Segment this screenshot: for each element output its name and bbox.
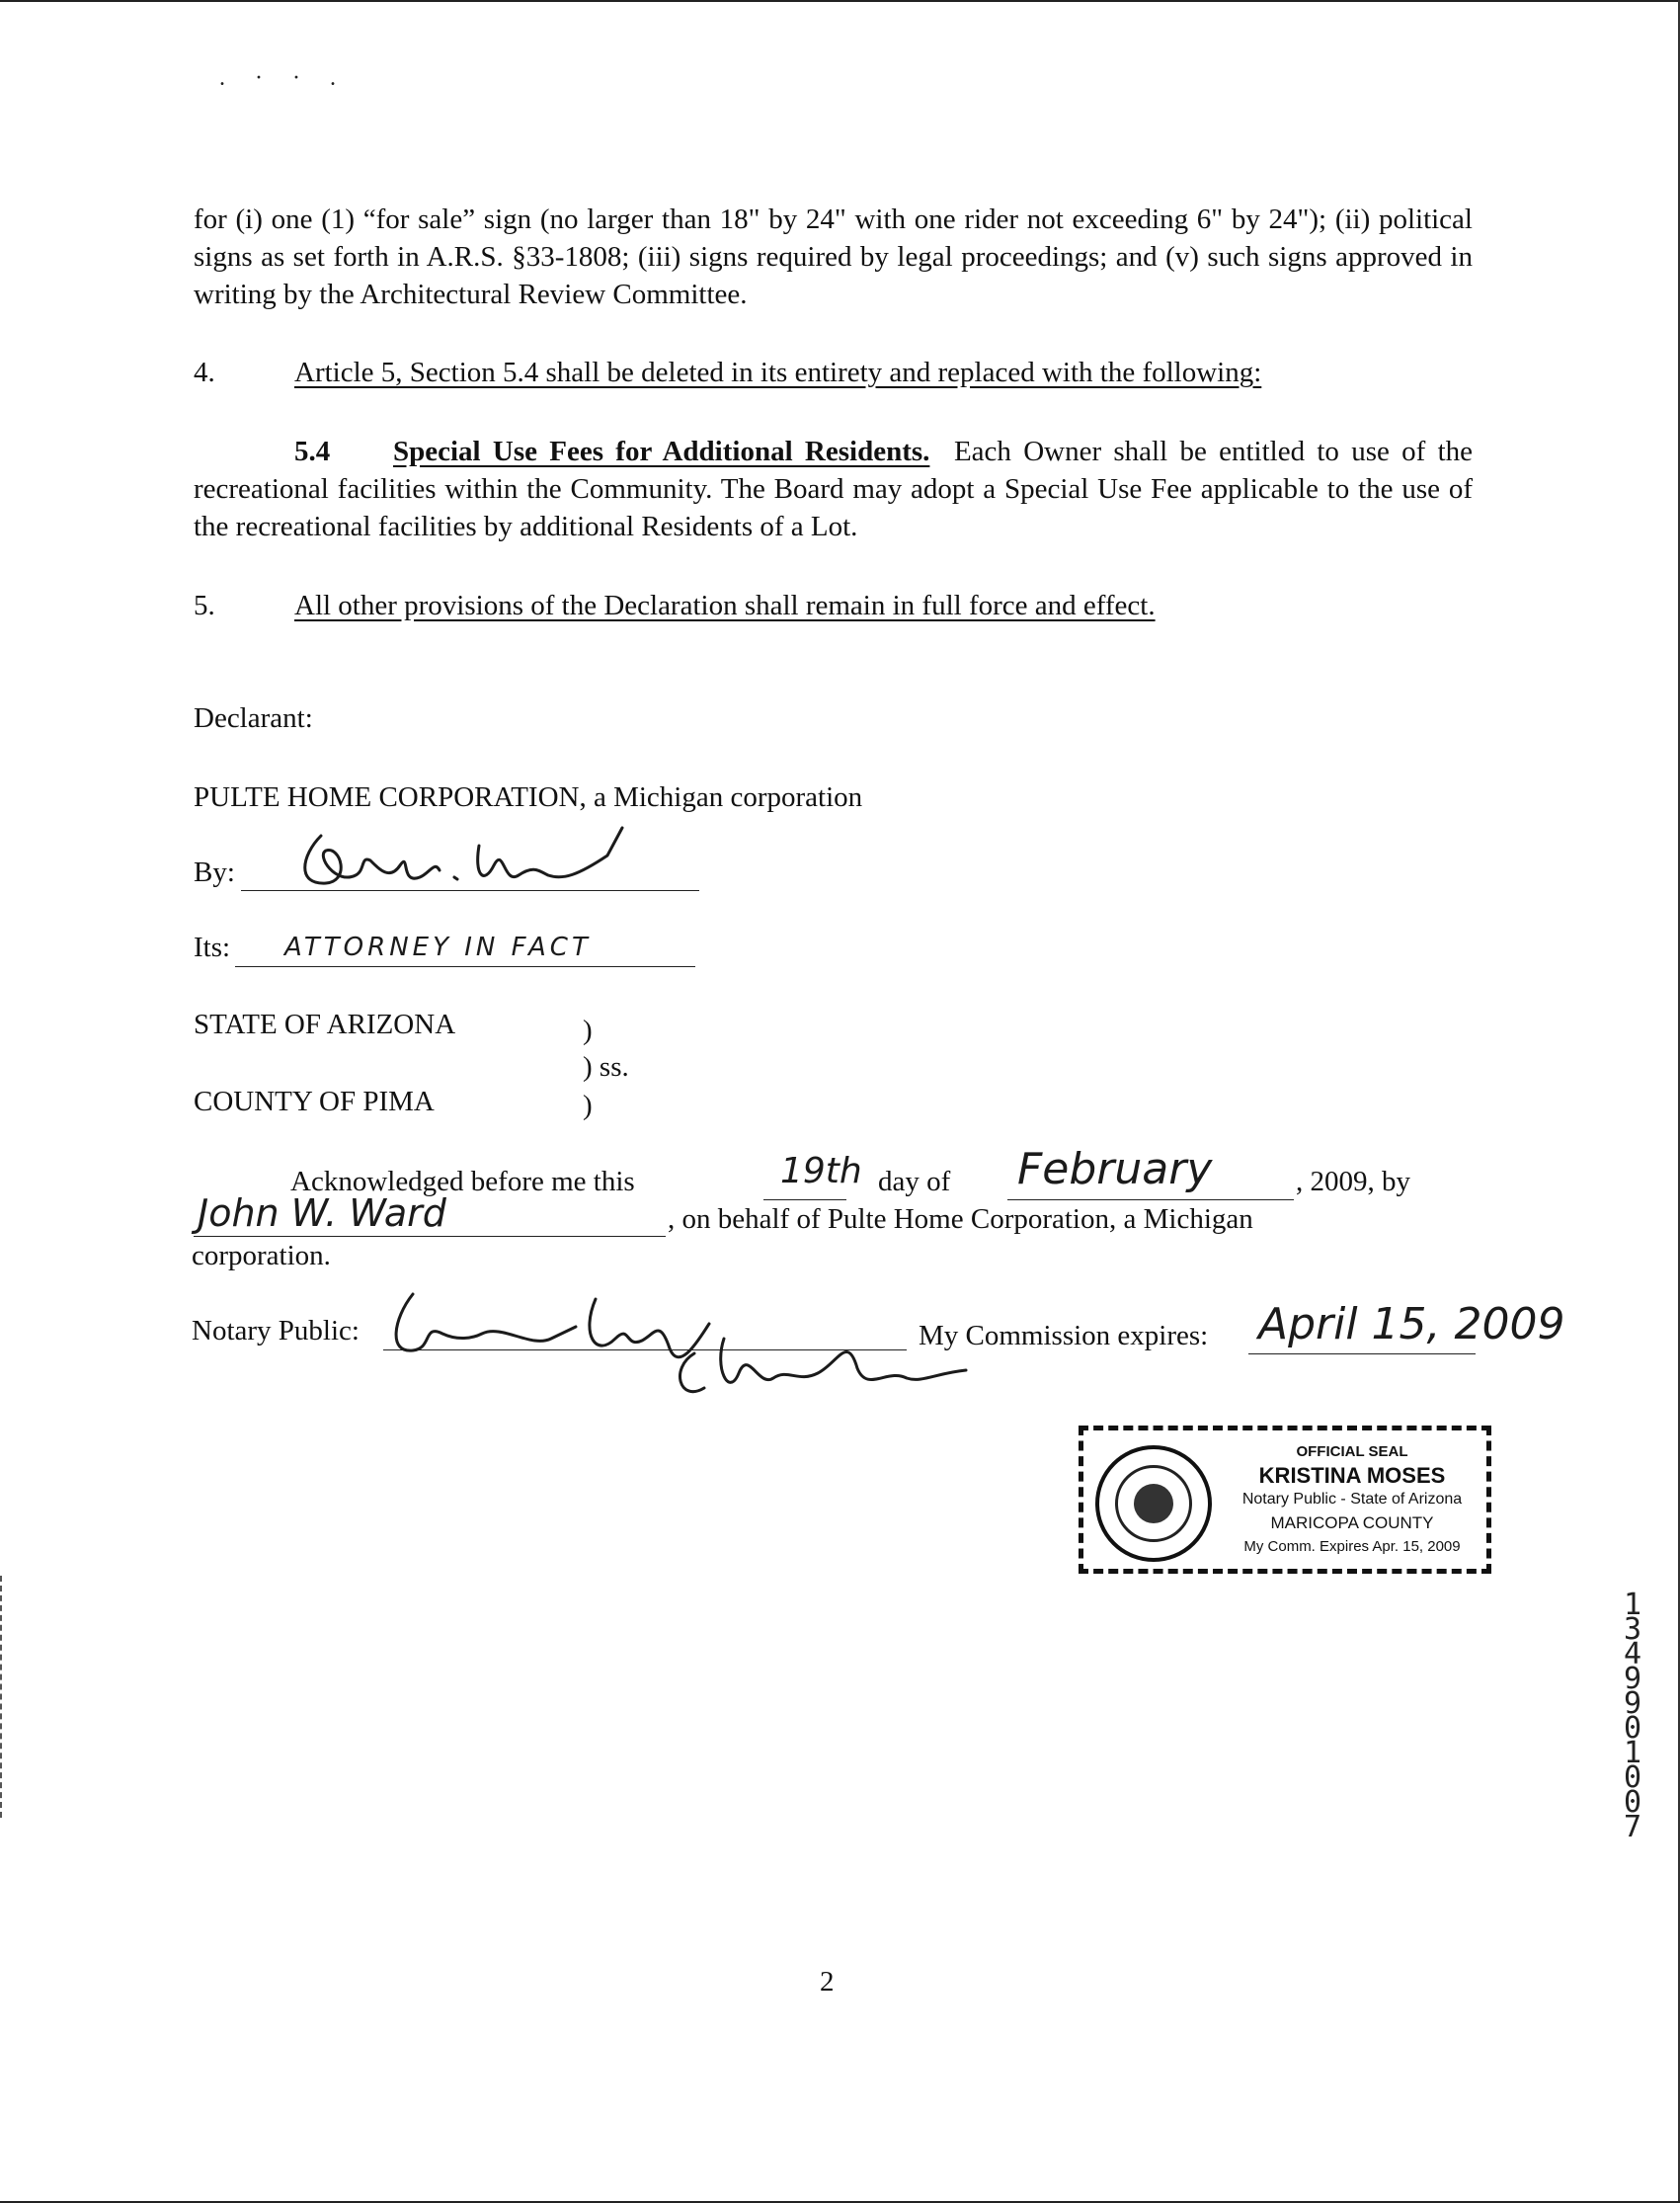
state-of-arizona: STATE OF ARIZONA — [194, 1009, 456, 1040]
ack-name: John W. Ward — [198, 1191, 446, 1235]
item-4-number: 4. — [194, 357, 215, 388]
recording-number: 1349901007 — [1623, 1588, 1642, 1844]
item-4-text: Article 5, Section 5.4 shall be deleted in its entirety and replaced with the following: — [294, 357, 1262, 388]
ack-part-1: Acknowledged before me this — [290, 1166, 635, 1197]
by-label: By: — [194, 857, 235, 888]
seal-line-1: OFFICIAL SEAL — [1296, 1443, 1408, 1460]
scan-edge-top — [0, 0, 1680, 2]
seal-line-3: Notary Public - State of Arizona — [1241, 1491, 1463, 1508]
ack-part-3: , 2009, by — [1296, 1166, 1410, 1197]
section-heading: Special Use Fees for Additional Residents. — [393, 436, 930, 467]
page-number: 2 — [820, 1966, 835, 1998]
ack-part-2: day of — [878, 1166, 951, 1197]
seal-text — [1216, 1440, 1488, 1559]
scan-speckles: . · · . — [219, 65, 348, 91]
item-5-text: All other provisions of the Declaration shall remain in full force and effect. — [294, 590, 1156, 621]
section-body: Each Owner shall be entitled to use of the recreational facilities within the Community. The Board may adopt a Special Use Fee applicable to the use of the recreational facilities by additional Residents of a Lot. — [194, 436, 1473, 542]
commission-line — [1248, 1353, 1476, 1354]
ack-month: February — [1017, 1144, 1213, 1194]
seal-line-5: My Comm. Expires Apr. 15, 2009 — [1243, 1538, 1461, 1555]
its-label: Its: — [194, 932, 231, 963]
venue-paren-ss: ) ss. — [583, 1051, 629, 1083]
scan-edge-left — [0, 1576, 4, 1818]
notary-label: Notary Public: — [192, 1315, 360, 1346]
official-notary-seal — [1079, 1426, 1491, 1574]
arizona-seal-emblem-icon — [1095, 1445, 1212, 1562]
commission-label: My Commission expires: — [919, 1320, 1209, 1351]
section-number: 5.4 — [294, 436, 331, 467]
ack-part-4: , on behalf of Pulte Home Corporation, a Michigan — [668, 1203, 1253, 1235]
declarant-company: PULTE HOME CORPORATION, a Michigan corporation — [194, 781, 863, 813]
declarant-label: Declarant: — [194, 702, 313, 734]
item-5-number: 5. — [194, 590, 215, 621]
paragraph-continuation: for (i) one (1) “for sale” sign (no larger than 18" by 24" with one rider not exceeding 6" by 24"); (ii) political signs as set forth in A.R.S. §33-1808; (iii) signs required by legal proceedings; and (v) such signs approved in writing by the Architectural Review Committee. — [194, 204, 1473, 310]
venue-paren-3: ) — [583, 1090, 593, 1121]
item-4 — [194, 354, 1261, 391]
item-5 — [194, 587, 1156, 624]
county-of-pima: COUNTY OF PIMA — [194, 1086, 435, 1117]
seal-line-2: KRISTINA MOSES — [1258, 1463, 1446, 1488]
section-5-4 — [194, 433, 1473, 545]
commission-date: April 15, 2009 — [1258, 1299, 1565, 1349]
ack-part-5: corporation. — [192, 1240, 331, 1271]
seal-line-4: MARICOPA COUNTY — [1270, 1513, 1434, 1532]
venue-paren-1: ) — [583, 1015, 593, 1046]
its-line — [235, 966, 695, 967]
ack-day: 19th — [780, 1151, 862, 1191]
its-value: ATTORNEY IN FACT — [284, 933, 592, 962]
